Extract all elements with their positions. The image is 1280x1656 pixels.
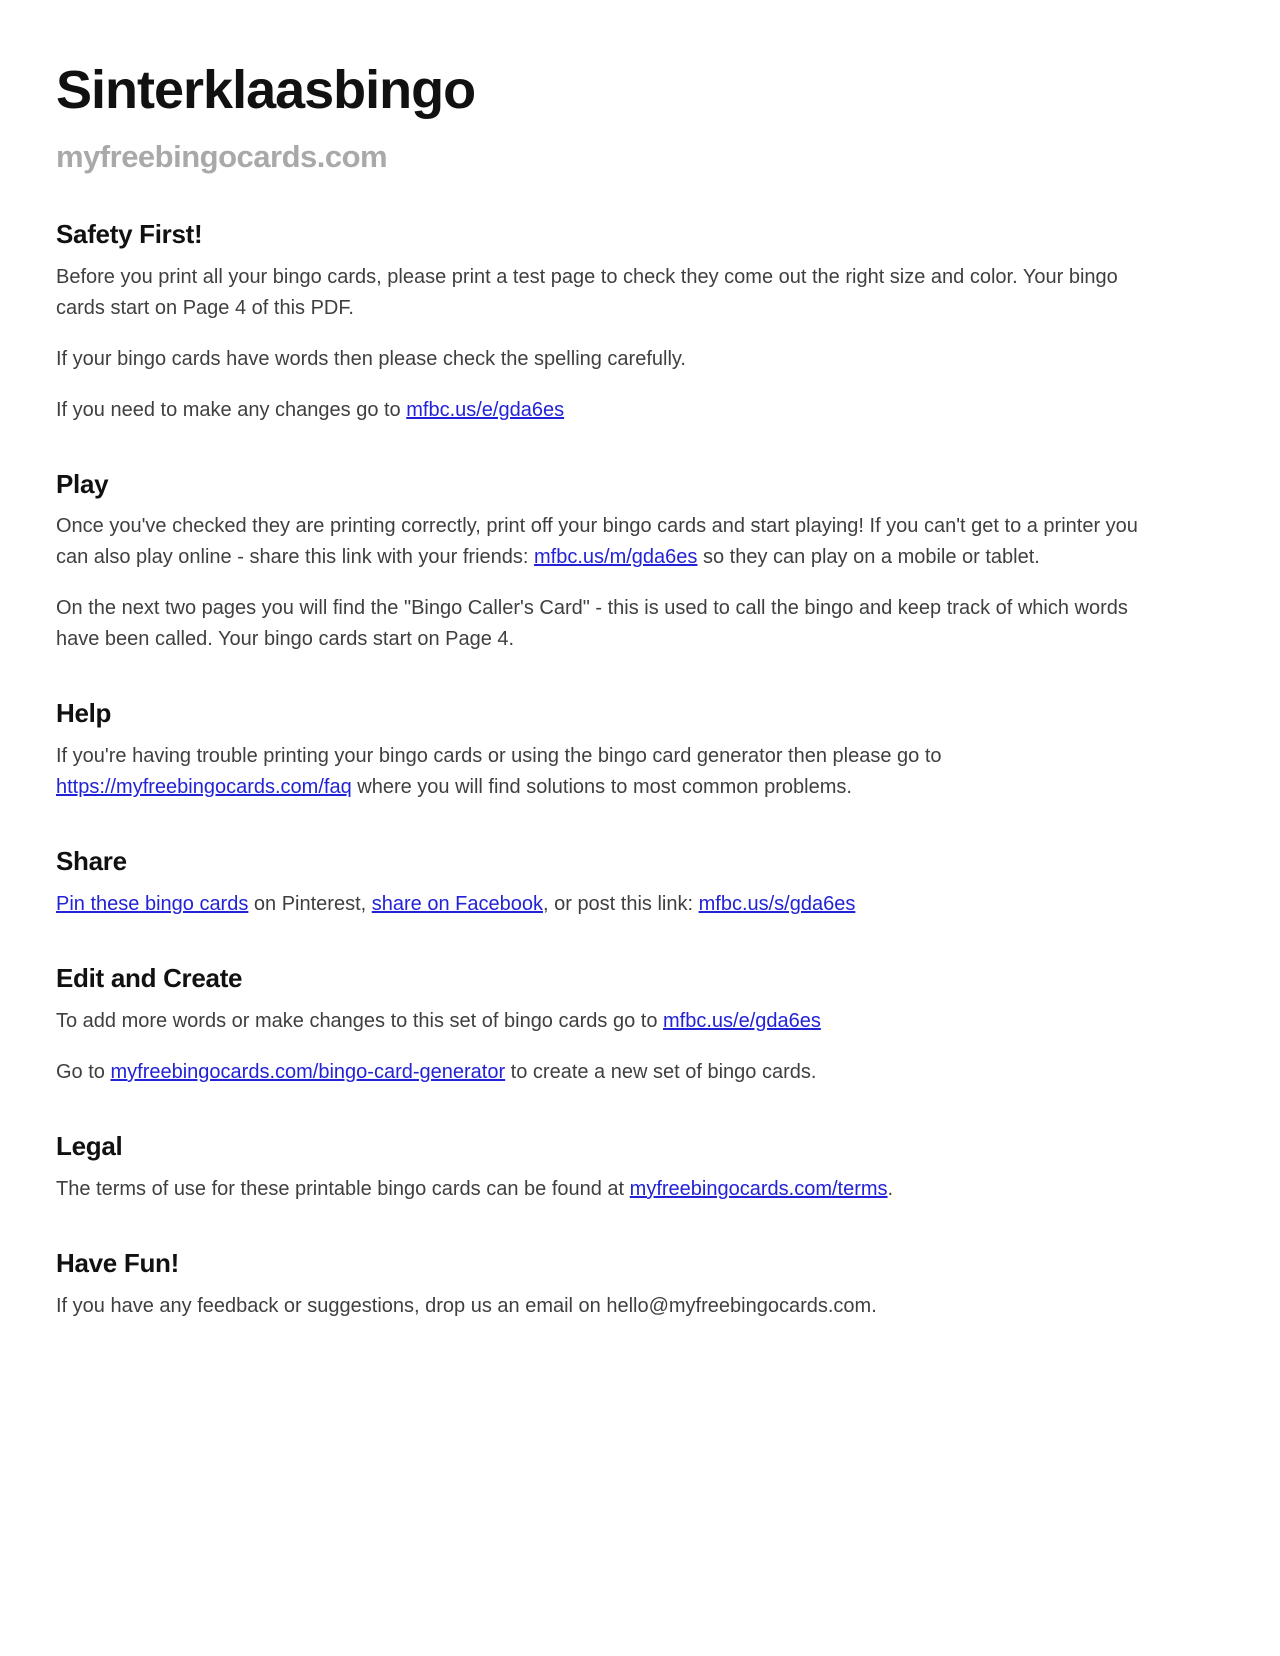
text-run: to create a new set of bingo cards.	[505, 1061, 817, 1084]
sections-container	[56, 220, 1190, 1322]
page-subtitle: myfreebingocards.com	[56, 139, 388, 175]
text-run: If your bingo cards have words then please check the spelling carefully.	[56, 347, 686, 370]
paragraph	[56, 344, 1146, 375]
section-legal	[56, 1132, 1190, 1205]
paragraph	[56, 741, 1146, 803]
paragraph	[56, 262, 1146, 324]
text-run: on Pinterest,	[248, 893, 372, 916]
text-run: If you're having trouble printing your bingo cards or using the bingo card generator then please go to	[56, 745, 942, 768]
section-have-fun	[56, 1249, 1190, 1322]
page-title: Sinterklaasbingo	[56, 60, 476, 120]
text-run: Once you've checked they are printing correctly, print off your bingo cards and start playing! If you can't get to a printer you can also play online - share this link with your friends:	[56, 515, 1138, 569]
paragraph	[56, 593, 1146, 655]
paragraph	[56, 1006, 1146, 1037]
link-mfbc-us-s-gda6es[interactable]: mfbc.us/s/gda6es	[698, 893, 856, 916]
section-play	[56, 470, 1190, 656]
paragraph	[56, 511, 1146, 573]
link-https-myfreebingocards-com-faq[interactable]: https://myfreebingocards.com/faq	[56, 776, 352, 799]
text-run: The terms of use for these printable bingo cards can be found at	[56, 1178, 630, 1200]
text-run: Go to	[56, 1061, 111, 1084]
link-mfbc-us-e-gda6es[interactable]: mfbc.us/e/gda6es	[406, 398, 565, 421]
text-run: If you have any feedback or suggestions, drop us an email on hello@myfreebingocards.com.	[56, 1294, 877, 1317]
section-heading: Edit and Create	[56, 963, 243, 994]
text-run: Before you print all your bingo cards, please print a test page to check they come out the right size and color. Your bingo cards start on Page 4 of this PDF.	[56, 265, 1118, 319]
link-myfreebingocards-com-terms[interactable]: myfreebingocards.com/terms	[629, 1178, 888, 1200]
section-heading: Have Fun!	[56, 1248, 179, 1278]
text-run: , or post this link:	[542, 893, 699, 916]
text-run: so they can play on a mobile or tablet.	[697, 546, 1040, 569]
section-edit-and-create	[56, 964, 1190, 1088]
link-myfreebingocards-com-bingo-card-generato[interactable]: myfreebingocards.com/bingo-card-generator	[110, 1061, 506, 1084]
link-share-on-facebook[interactable]: share on Facebook	[371, 893, 543, 916]
section-heading: Help	[56, 698, 112, 729]
section-share	[56, 847, 1190, 920]
section-heading: Safety First!	[56, 218, 203, 249]
text-run: On the next two pages you will find the "Bingo Caller's Card" - this is used to call the bingo and keep track of which words have been called. Your bingo cards start on Page 4.	[56, 597, 1128, 651]
paragraph	[56, 1291, 1146, 1322]
section-safety-first	[56, 220, 1190, 426]
section-heading: Play	[56, 468, 109, 499]
section-heading: Legal	[56, 1131, 123, 1162]
section-heading: Share	[56, 846, 127, 877]
paragraph	[56, 889, 1146, 920]
paragraph	[56, 1057, 1146, 1088]
text-run: To add more words or make changes to this set of bingo cards go to	[56, 1010, 663, 1033]
text-run: .	[887, 1178, 894, 1200]
link-mfbc-us-e-gda6es[interactable]: mfbc.us/e/gda6es	[663, 1010, 821, 1033]
link-pin-these-bingo-cards[interactable]: Pin these bingo cards	[56, 893, 249, 916]
paragraph	[56, 395, 1146, 426]
text-run: where you will find solutions to most common problems.	[351, 776, 852, 799]
paragraph	[56, 1174, 1146, 1205]
text-run: If you need to make any changes go to	[56, 398, 407, 421]
section-help	[56, 699, 1190, 803]
link-mfbc-us-m-gda6es[interactable]: mfbc.us/m/gda6es	[534, 546, 698, 569]
